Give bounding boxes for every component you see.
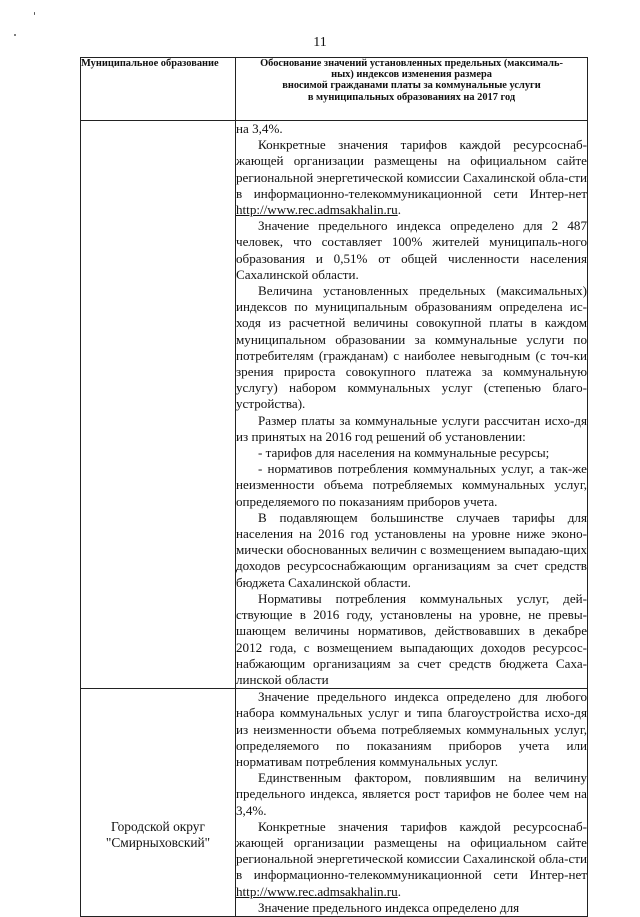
- header-line: вносимой гражданами платы за коммунальные услуги: [282, 80, 541, 92]
- paragraph: Значение предельного индекса определено для: [258, 899, 520, 915]
- header-line: ных) индексов изменения размера: [331, 69, 492, 81]
- paragraph: Величина установленных предельных (максимальных) индексов по муниципальным образованиям определена ис-ходя из расчетной величины совокупной платы в каждом муниципальном образовании за коммунальные услуги по потребителям (гражданам) с наиболее невыгодным (с точ-ки зрения прироста совокупного платежа за коммунальную услугу) набором коммунальных услуг (степенью благо-устройства).: [236, 283, 587, 412]
- municipality-cell: [81, 689, 236, 917]
- website-link[interactable]: http://www.rec.admsakhalin.ru: [236, 883, 398, 899]
- header-justification: [236, 58, 588, 121]
- justification-cell: [236, 121, 588, 689]
- website-link[interactable]: http://www.rec.admsakhalin.ru: [236, 202, 398, 218]
- paragraph: В подавляющем большинстве случаев тарифы для населения на 2016 год установлены на уровне ниже эконо-мически обоснованных величин с возмещением выпадаю-щих доходов ресурсоснабжающим организациям за счет средств бюджета Сахалинской области.: [236, 509, 587, 590]
- municipality-name-line: Городской округ: [111, 818, 205, 834]
- paragraph: Размер платы за коммунальные услуги рассчитан исхо-дя из принятых на 2016 год решений об установлении:: [236, 412, 587, 444]
- paragraph: Значение предельного индекса определено для 2 487 человек, что составляет 100% жителей муниципаль-ного образования и 0,51% от общей численности населения Сахалинской области.: [236, 218, 587, 282]
- table-row: [81, 689, 588, 917]
- paragraph: Значение предельного индекса определено для любого набора коммунальных услуг и типа благоустройства исхо-дя из неизменности объема потребляемых коммунальных услуг, определяемого по показаниям приборов учета или нормативам потребления коммунальных услуг.: [236, 689, 587, 769]
- justification-table: [80, 57, 588, 917]
- header-municipality: Муниципальное образование: [81, 58, 236, 121]
- list-item: - нормативов потребления коммунальных услуг, а так-же неизменности объема потребляемых коммунальных услуг, определяемого по показаниям приборов учета.: [236, 461, 587, 509]
- scan-speck: [34, 12, 35, 15]
- justification-cell: [236, 689, 588, 917]
- municipality-cell: [81, 121, 236, 689]
- paragraph: Нормативы потребления коммунальных услуг, дей-ствующие в 2016 году, установлены на уровне, не превы-шающем величины нормативов, действовавших в декабре 2012 года, с возмещением выпадающих доходов ресурсос-набжающим организациям за счет средств бюджета Саха-линской области: [236, 590, 587, 687]
- municipality-name-line: "Смирныховский": [105, 834, 211, 850]
- paragraph: Конкретные значения тарифов каждой ресурсоснаб-жающей организации размещены на официальном сайте региональной энергетической комиссии Сахалинской обла-сти в информационно-телекоммуникационной сети Интер-нет http://www.rec.admsakhalin.ru.: [236, 818, 587, 899]
- paragraph: Единственным фактором, повлиявшим на величину предельного индекса, является рост тарифов не более чем на 3,4%.: [236, 770, 587, 818]
- page-number: 11: [313, 35, 327, 50]
- header-line: в муниципальных образованиях на 2017 год: [307, 91, 516, 103]
- table-row: [81, 121, 588, 689]
- paragraph: на 3,4%.: [236, 121, 283, 136]
- header-line: Обоснование значений установленных предельных (максималь-: [260, 58, 563, 69]
- paragraph: Конкретные значения тарифов каждой ресурсоснаб-жающей организации размещены на официальном сайте региональной энергетической комиссии Сахалинской обла-сти в информационно-телекоммуникационной сети Интер-нет http://www.rec.admsakhalin.ru.: [236, 137, 587, 218]
- list-item: - тарифов для населения на коммунальные ресурсы;: [258, 445, 550, 461]
- table-header-row: [81, 58, 588, 121]
